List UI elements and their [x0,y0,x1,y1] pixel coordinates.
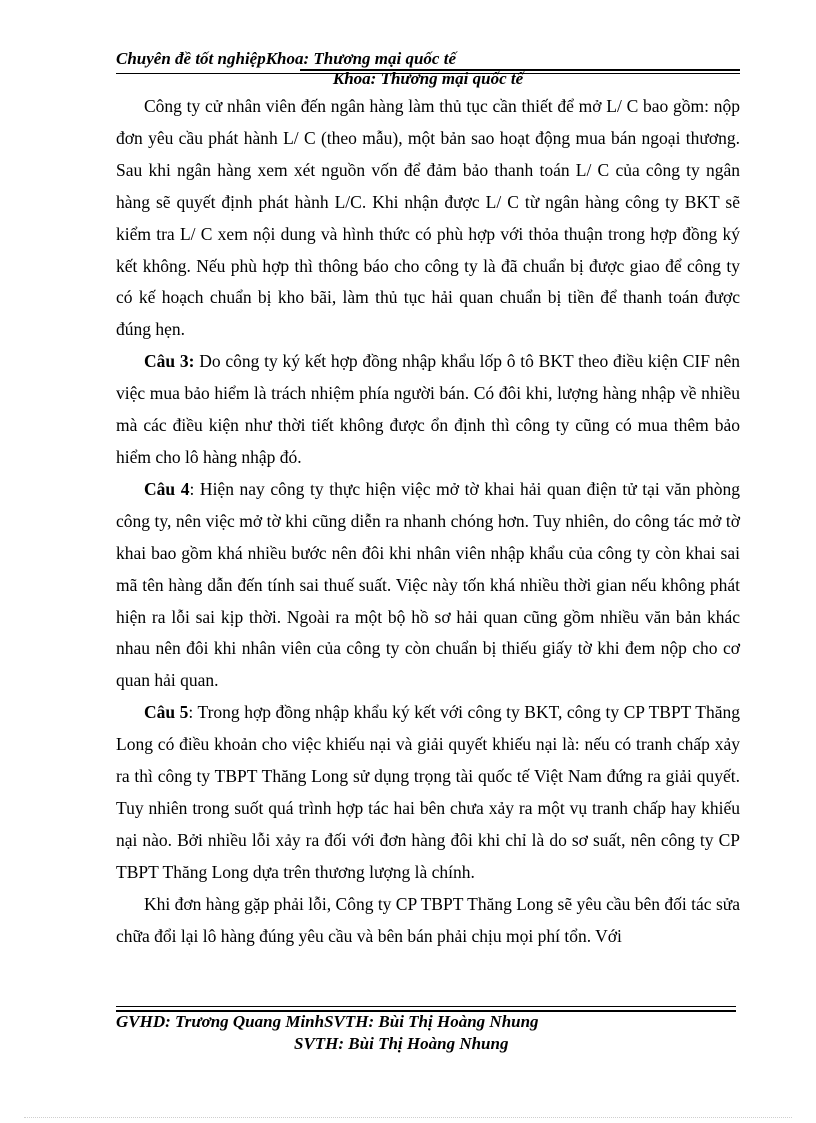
question-5-label: Câu 5 [144,702,189,723]
paragraph-lc-procedure: Công ty cử nhân viên đến ngân hàng làm thủ tục cần thiết để mở L/ C bao gồm: nộp đơn yêu cầu phát hành L/ C (theo mẫu), một bản sao hoạt động mua bán ngoại thương. Sau khi ngân hàng xem xét nguồn vốn để đảm bảo thanh toán L/ C của công ty ngân hàng sẽ quyết định phát hành L/C. Khi nhận được L/ C từ ngân hàng công ty BKT sẽ kiểm tra L/ C xem nội dung và hình thức có phù hợp với thỏa thuận trong hợp đồng ký kết không. Nếu phù hợp thì thông báo cho công ty là đã chuẩn bị được giao để công ty có kế hoạch chuẩn bị kho bãi, làm thủ tục hải quan chuẩn bị tiền để thanh toán được đúng hẹn. [116,96,740,340]
footer-supervisor: GVHD: Trương Quang MinhSVTH: Bùi Thị Hoàng Nhung [116,1012,539,1031]
paragraph-question-3 [116,346,740,474]
paragraph-question-5 [116,697,740,888]
footer-rule-thin [116,1006,736,1007]
question-3-text: Do công ty ký kết hợp đồng nhập khẩu lốp ô tô BKT theo điều kiện CIF nên việc mua bảo hiểm là trách nhiệm phía người bán. Có đôi khi, lượng hàng nhập về nhiều mà các điều kiện như thời tiết không được ổn định thì công ty cũng có mua thêm bảo hiểm cho lô hàng nhập đó. [116,351,740,467]
paragraph-order-errors: Khi đơn hàng gặp phải lỗi, Công ty CP TBPT Thăng Long sẽ yêu cầu bên đối tác sửa chữa đổi lại lô hàng đúng yêu cầu và bên bán phải chịu mọi phí tổn. Với [116,893,741,946]
page-edge-dots [24,1117,792,1118]
question-4-text: : Hiện nay công ty thực hiện việc mở tờ khai hải quan điện tử tại văn phòng công ty, nên việc mở tờ khi cũng diễn ra nhanh chóng hơn. Tuy nhiên, do công tác mở tờ khai bao gồm khá nhiều bước nên đôi khi nhân viên nhập khẩu của công ty còn khai sai mã tên hàng dẫn đến tính sai thuế suất. Việc này tốn khá nhiều thời gian nếu không phát hiện ra lỗi sai kịp thời. Ngoài ra một bộ hồ sơ hải quan cũng gồm nhiều văn bản khác nhau nên đôi khi nhân viên của công ty còn chuẩn bị thiếu giấy tờ khi đem nộp cho cơ quan hải quan. [116,478,740,691]
header-department: Khoa: Thương mại quốc tế [332,69,524,88]
question-4-label: Câu 4 [144,478,190,499]
footer-student: SVTH: Bùi Thị Hoàng Nhung [294,1034,509,1053]
page-footer [116,1010,740,1054]
header-rule-thick [300,69,740,71]
header-rule-thin [116,73,740,74]
header-title: Chuyên đề tốt nghiệpKhoa: Thương mại quốc tế [116,49,456,68]
question-3-label: Câu 3: [144,351,195,372]
question-5-text: : Trong hợp đồng nhập khẩu ký kết với công ty BKT, công ty CP TBPT Thăng Long có điều khoản cho việc khiếu nại và giải quyết khiếu nại là: nếu có tranh chấp xảy ra thì công ty TBPT Thăng Long sử dụng trọng tài quốc tế Việt Nam đứng ra giải quyết. Tuy nhiên trong suốt quá trình hợp tác hai bên chưa xảy ra một vụ tranh chấp hay khiếu nại nào. Bởi nhiều lỗi xảy ra đối với đơn hàng đôi khi chỉ là do sơ suất, nên công ty CP TBPT Thăng Long dựa trên thương lượng là chính. [116,702,740,882]
paragraph-question-4 [116,474,740,697]
document-body [116,91,740,952]
page-header [116,48,740,88]
